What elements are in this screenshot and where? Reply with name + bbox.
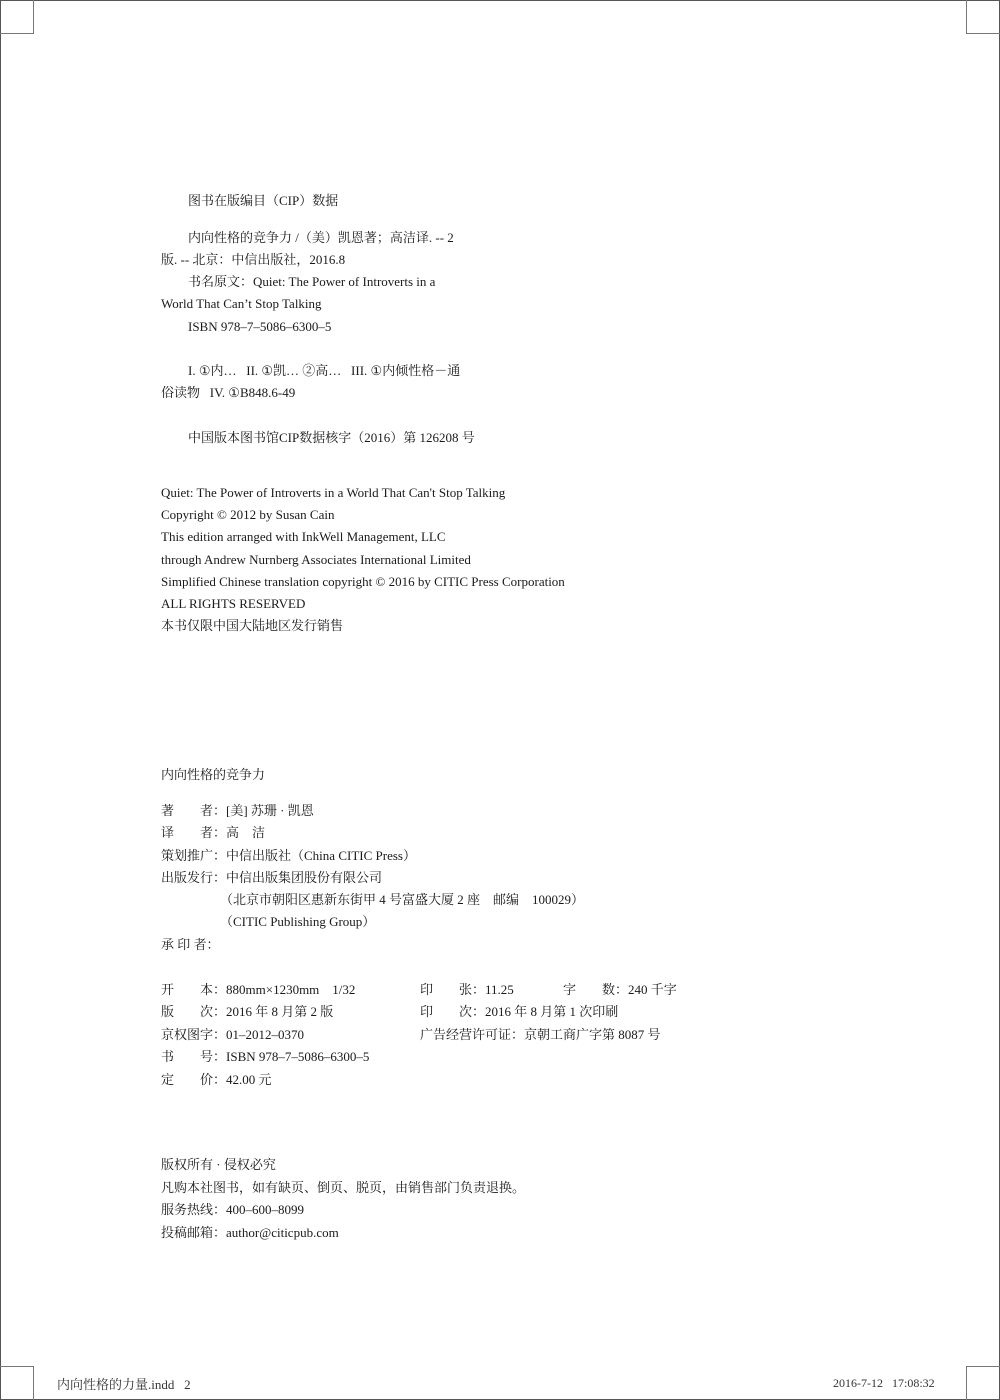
cip-line: 内向性格的竞争力 /（美）凯恩著；高洁译. -- 2 xyxy=(188,230,454,245)
edition-value: 2016 年 8 月第 2 版 xyxy=(226,1004,334,1019)
planner-value: 中信出版社（China CITIC Press） xyxy=(226,848,416,863)
cip-isbn: ISBN 978–7–5086–6300–5 xyxy=(188,319,332,334)
author-label: 著 者： xyxy=(161,803,227,818)
author-value: [美] 苏珊 · 凯恩 xyxy=(226,803,314,818)
copyright-line: Quiet: The Power of Introverts in a World That Can't Stop Talking xyxy=(161,485,506,500)
rights-label: 京权图字： xyxy=(161,1027,227,1042)
sheets-value: 11.25 xyxy=(485,982,514,997)
isbn-label: 书 号： xyxy=(161,1049,227,1064)
copyright-line: ALL RIGHTS RESERVED xyxy=(161,596,306,611)
specs-row-price xyxy=(161,1071,272,1089)
publisher-en: （CITIC Publishing Group） xyxy=(220,914,376,929)
translator-label: 译 者： xyxy=(161,825,227,840)
specs-row-format xyxy=(161,981,861,999)
book-title: 内向性格的竞争力 xyxy=(161,767,266,782)
specs-row-isbn xyxy=(161,1048,369,1066)
publisher-row xyxy=(161,869,382,887)
price-value: 42.00 元 xyxy=(226,1072,272,1087)
rights-notice: 版权所有 · 侵权必究 xyxy=(161,1157,276,1172)
cip-line: 版. -- 北京：中信出版社，2016.8 xyxy=(161,252,346,267)
crop-mark-top-left xyxy=(0,0,34,34)
cip-line: 书名原文：Quiet: The Power of Introverts in a xyxy=(188,274,436,289)
planner-row xyxy=(161,847,416,865)
cip-line: World That Can’t Stop Talking xyxy=(161,296,322,311)
email-value: author@citicpub.com xyxy=(226,1225,339,1240)
email-row xyxy=(161,1224,339,1242)
crop-mark-bottom-right xyxy=(966,1366,1000,1400)
publisher-value: 中信出版集团股份有限公司 xyxy=(226,870,383,885)
publisher-address: （北京市朝阳区惠新东街甲 4 号富盛大厦 2 座 邮编 100029） xyxy=(220,892,585,907)
specs-row-rights xyxy=(161,1026,861,1044)
copyright-line: 本书仅限中国大陆地区发行销售 xyxy=(161,618,344,633)
printing-value: 2016 年 8 月第 1 次印刷 xyxy=(485,1004,619,1019)
edition-label: 版 次： xyxy=(161,1004,227,1019)
format-value: 880mm×1230mm 1/32 xyxy=(226,982,356,997)
crop-mark-bottom-left xyxy=(0,1366,34,1400)
planner-label: 策划推广： xyxy=(161,848,227,863)
copyright-line: through Andrew Nurnberg Associates International Limited xyxy=(161,552,471,567)
hotline-value: 400–600–8099 xyxy=(226,1202,305,1217)
price-label: 定 价： xyxy=(161,1072,227,1087)
cip-heading: 图书在版编目（CIP）数据 xyxy=(188,193,339,208)
translator-row xyxy=(161,824,265,842)
file-slug: 内向性格的力量.indd 2 xyxy=(57,1377,191,1392)
printer-label: 承 印 者： xyxy=(161,937,220,952)
isbn-value: ISBN 978–7–5086–6300–5 xyxy=(226,1049,370,1064)
cip-class-line: 俗读物 IV. ①B848.6-49 xyxy=(161,385,296,400)
ad-license-value: 京朝工商广字第 8087 号 xyxy=(524,1027,661,1042)
ad-license-label: 广告经营许可证： xyxy=(420,1027,525,1042)
hotline-row xyxy=(161,1201,304,1219)
format-label: 开 本： xyxy=(161,982,227,997)
rights-value: 01–2012–0370 xyxy=(226,1027,305,1042)
copyright-line: Copyright © 2012 by Susan Cain xyxy=(161,507,335,522)
author-row xyxy=(161,802,314,820)
sheets-label: 印 张： xyxy=(420,982,486,997)
translator-value: 高 洁 xyxy=(226,825,266,840)
cip-class-line: I. ①内… II. ①凯… ②高… III. ①内倾性格－通 xyxy=(188,363,461,378)
return-notice: 凡购本社图书，如有缺页、倒页、脱页，由销售部门负责退换。 xyxy=(161,1180,526,1195)
printing-label: 印 次： xyxy=(420,1004,486,1019)
timestamp-slug: 2016-7-12 17:08:32 xyxy=(833,1376,935,1390)
crop-mark-top-right xyxy=(966,0,1000,34)
words-value: 240 千字 xyxy=(628,982,677,997)
email-label: 投稿邮箱： xyxy=(161,1225,227,1240)
words-label: 字 数： xyxy=(563,982,629,997)
copyright-line: This edition arranged with InkWell Management, LLC xyxy=(161,529,446,544)
specs-row-edition xyxy=(161,1003,861,1021)
cip-record: 中国版本图书馆CIP数据核字（2016）第 126208 号 xyxy=(188,430,475,445)
copyright-line: Simplified Chinese translation copyright © 2016 by CITIC Press Corporation xyxy=(161,574,565,589)
hotline-label: 服务热线： xyxy=(161,1202,227,1217)
publisher-label: 出版发行： xyxy=(161,870,227,885)
